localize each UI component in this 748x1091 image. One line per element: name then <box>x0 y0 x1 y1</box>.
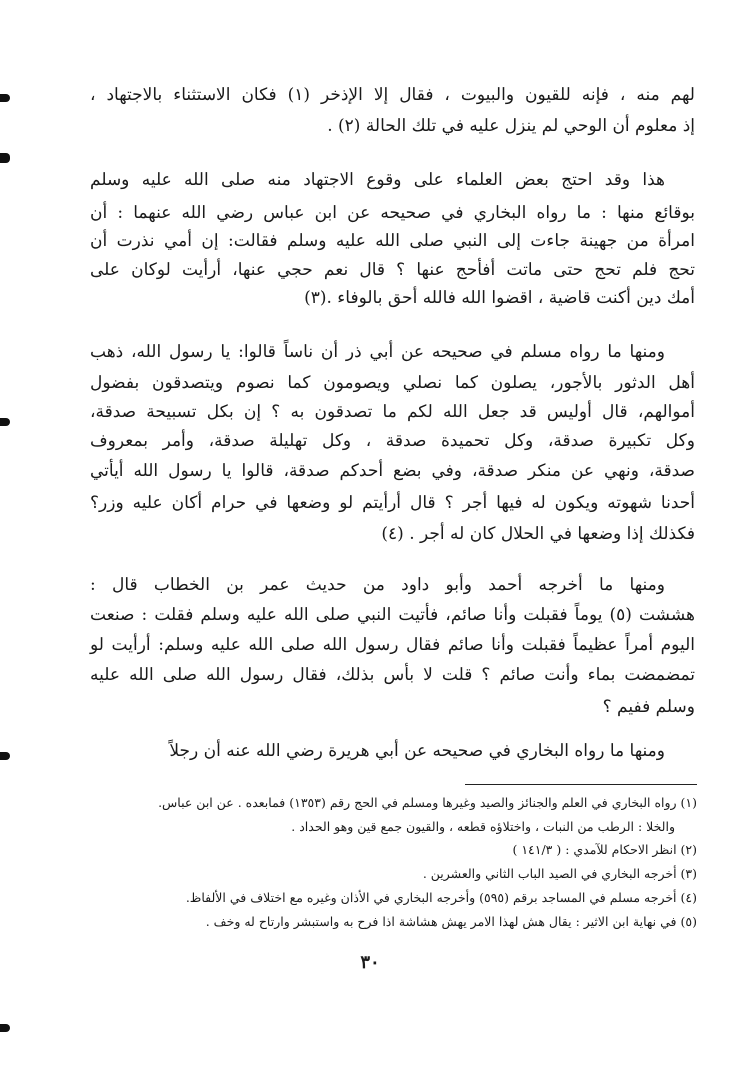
body-text-line: تمضمضت بماء وأنت صائم ؟ قلت لا بأس بذلك، فقال رسول الله صلى الله عليه <box>90 665 695 685</box>
body-text-line: تحج فلم تحج حتى ماتت أفأحج عنها ؟ قال نعم حجي عنها، أرأيت لوكان على <box>90 260 695 280</box>
footnote-separator <box>465 784 697 785</box>
body-text-line: امرأة من جهينة جاءت إلى النبي صلى الله عليه وسلم فقالت: إن أمي نذرت أن <box>90 231 695 251</box>
binding-mark <box>0 1024 10 1032</box>
binding-mark <box>0 153 10 163</box>
footnote: (٢) انظر الاحكام للآمدي : ( ١٤١/٣ ) <box>512 842 697 857</box>
page-number: ٣٠ <box>360 952 380 973</box>
body-text-line: ومنها ما أخرجه أحمد وأبو داود من حديث عمر بن الخطاب قال : <box>90 575 665 595</box>
body-text-line: أهل الدثور بالأجور، يصلون كما نصلي ويصومون كما نصوم ويتصدقون بفضول <box>90 373 695 393</box>
body-text-line: أحدنا شهوته ويكون له فيها أجر ؟ قال أرأيتم لو وضعها في حرام أكان عليه وزر؟ <box>90 493 695 513</box>
footnote: (٣) أخرجه البخاري في الصيد الباب الثاني والعشرين . <box>422 866 697 881</box>
footnote: (٤) أخرجه مسلم في المساجد برقم (٥٩٥) وأخرجه البخاري في الأذان وغيره مع اختلاف في الألفاظ. <box>185 890 697 905</box>
body-text-line: اليوم أمراً عظيماً فقبلت وأنا صائم فقال رسول الله صلى الله عليه وسلم: أرأيت لو <box>90 635 695 655</box>
footnote: والخلا : الرطب من النبات ، واختلاؤه قطعه ، والقيون جمع قين وهو الحداد . <box>291 819 675 834</box>
body-text-line: أمك دين أكنت قاضية ، اقضوا الله فالله أحق بالوفاء .(٣) <box>304 288 695 308</box>
body-text-line: صدقة، ونهي عن منكر صدقة، وفي بضع أحدكم صدقة، قالوا يا رسول الله أيأتي <box>90 461 695 481</box>
body-text-line: وسلم ففيم ؟ <box>602 697 695 717</box>
body-text-line: وكل تكبيرة صدقة، وكل تحميدة صدقة ، وكل تهليلة صدقة، وأمر بمعروف <box>90 431 695 451</box>
body-text-line: إذ معلوم أن الوحي لم ينزل عليه في تلك الحالة (٢) . <box>327 116 695 136</box>
body-text-line: ومنها ما رواه البخاري في صحيحه عن أبي هريرة رضي الله عنه أن رجلاً <box>169 741 665 761</box>
footnote: (١) رواه البخاري في العلم والجنائز والصيد وغيرها ومسلم في الحج رقم (١٣٥٣) فمابعده . عن ابن عباس. <box>158 795 697 810</box>
body-text-line: لهم منه ، فإنه للقيون والبيوت ، فقال إلا الإذخر (١) فكان الاستثناء بالاجتهاد ، <box>90 85 695 105</box>
body-text-line: هذا وقد احتج بعض العلماء على وقوع الاجتهاد منه صلى الله عليه وسلم <box>90 170 665 190</box>
footnote: (٥) في نهاية ابن الاثير : يقال هش لهذا الامر يهش هشاشة اذا فرح به واستبشر وارتاح له وخف . <box>205 914 697 929</box>
body-text-line: هششت (٥) يوماً فقبلت وأنا صائم، فأتيت النبي صلى الله عليه وسلم فقلت : صنعت <box>90 605 695 625</box>
body-text-line: فكذلك إذا وضعها في الحلال كان له أجر . (٤) <box>381 524 695 544</box>
binding-mark <box>0 94 10 102</box>
body-text-line: أموالهم، قال أوليس قد جعل الله لكم ما تصدقون به ؟ إن بكل تسبيحة صدقة، <box>90 402 695 422</box>
binding-mark <box>0 752 10 760</box>
binding-mark <box>0 418 10 426</box>
body-text-line: بوقائع منها : ما رواه البخاري في صحيحه عن ابن عباس رضي الله عنهما : أن <box>90 203 695 223</box>
body-text-line: ومنها ما رواه مسلم في صحيحه عن أبي ذر أن ناساً قالوا: يا رسول الله، ذهب <box>90 342 665 362</box>
